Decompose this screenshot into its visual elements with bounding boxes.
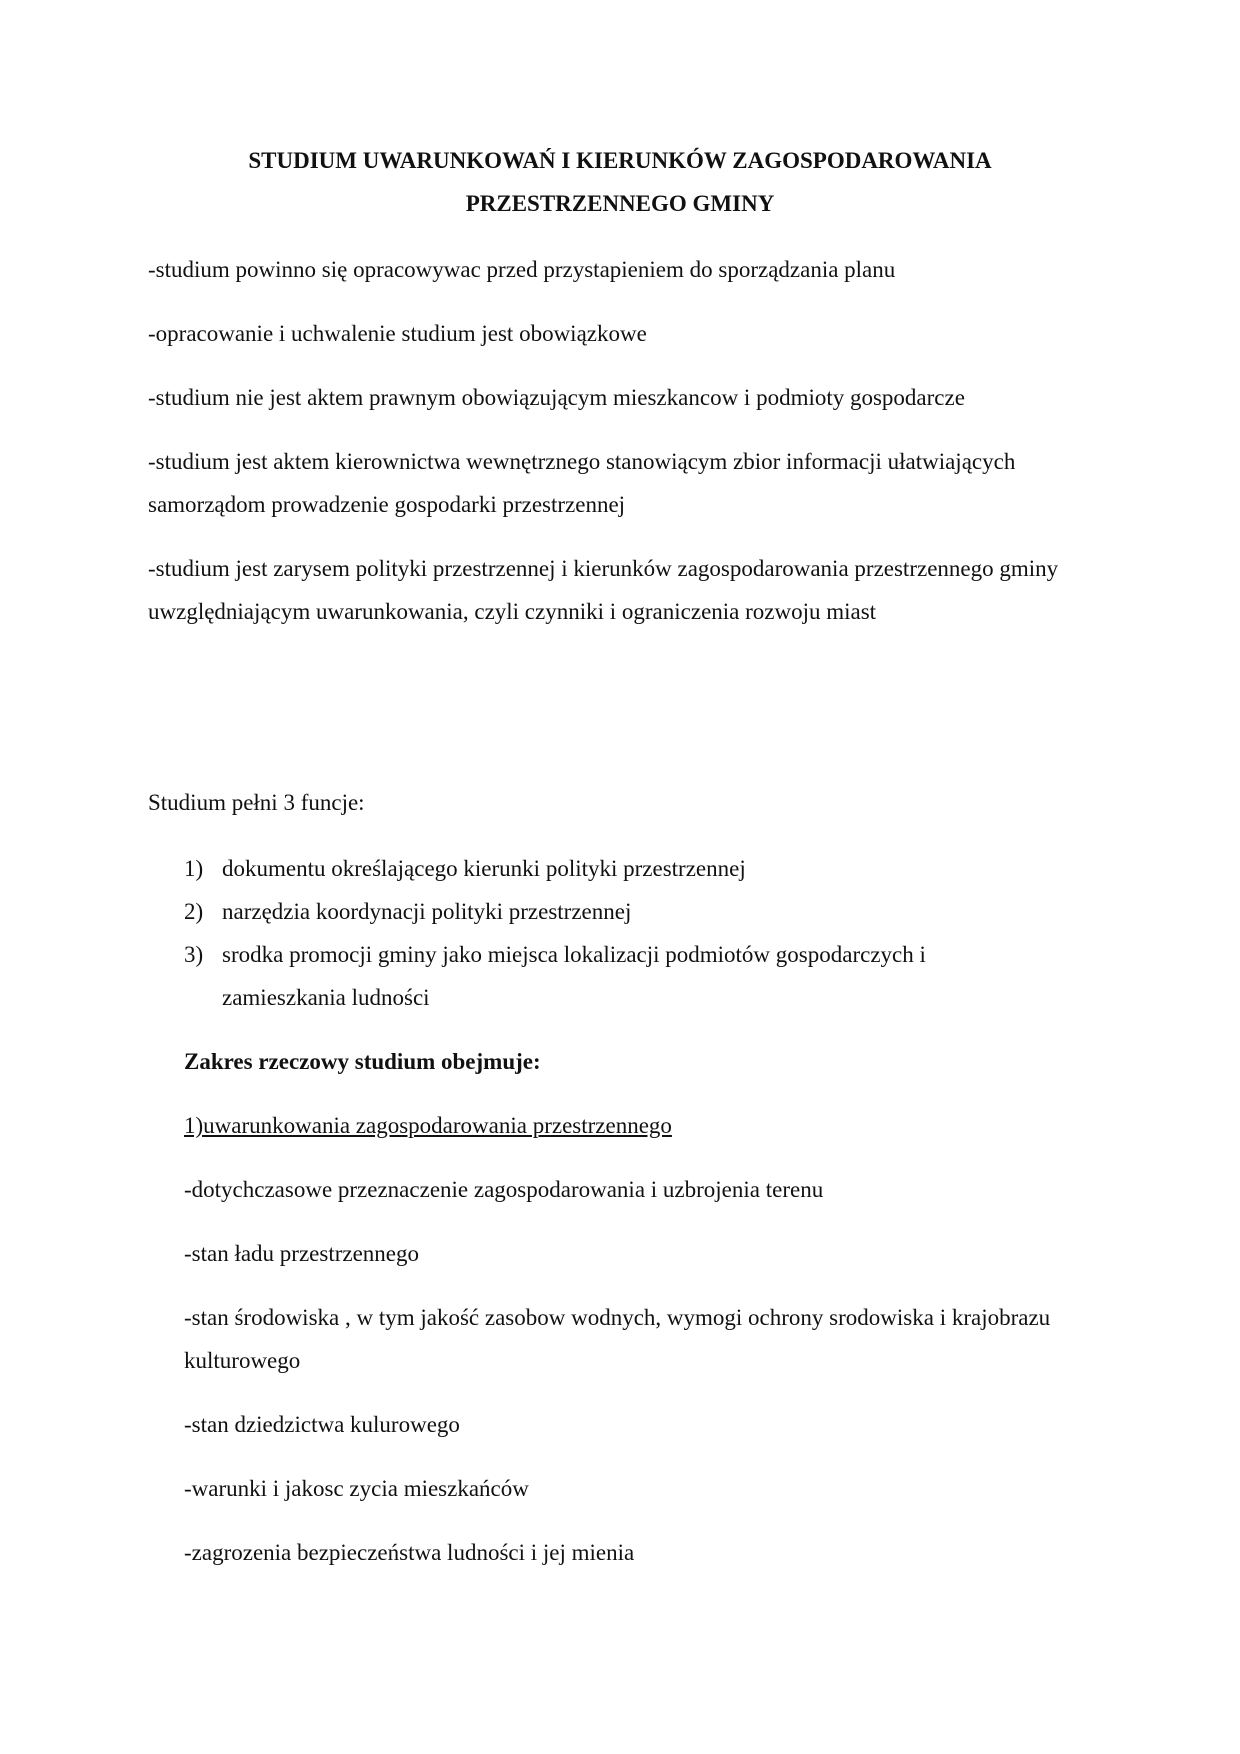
scope-item: -dotychczasowe przeznaczenie zagospodarowania i uzbrojenia terenu <box>184 1177 824 1202</box>
document-title-line-1: STUDIUM UWARUNKOWAŃ I KIERUNKÓW ZAGOSPODAROWANIA <box>248 148 992 173</box>
list-number: 2) <box>184 899 204 924</box>
functions-heading: Studium pełni 3 funcje: <box>148 790 365 815</box>
scope-item: -warunki i jakosc zycia mieszkańców <box>184 1476 529 1501</box>
document-title-line-2: PRZESTRZENNEGO GMINY <box>465 191 775 216</box>
scope-item: -stan dziedzictwa kulurowego <box>184 1412 460 1437</box>
intro-paragraph: -studium jest aktem kierownictwa wewnętrznego stanowiącym zbior informacji ułatwiających samorządom prowadzenie gospodarki przestrzennej <box>148 449 1016 517</box>
intro-paragraph: -studium jest zarysem polityki przestrzennej i kierunków zagospodarowania przestrzennego gminy uwzględniającym uwarunkowania, czyli czynniki i ograniczenia rozwoju miast <box>148 556 1059 624</box>
list-text: dokumentu określającego kierunki polityki przestrzennej <box>222 856 746 881</box>
list-text: srodka promocji gminy jako miejsca lokalizacji podmiotów gospodarczych i zamieszkania ludności <box>222 942 926 1010</box>
list-number: 3) <box>184 942 204 967</box>
intro-paragraph: -studium powinno się opracowywac przed przystapieniem do sporządzania planu <box>148 257 896 282</box>
intro-paragraph: -opracowanie i uchwalenie studium jest obowiązkowe <box>148 321 647 346</box>
list-number: 1) <box>184 856 204 881</box>
function-list-item <box>184 847 1044 890</box>
scope-subheading: 1)uwarunkowania zagospodarowania przestrzennego <box>184 1113 672 1138</box>
function-list-item <box>184 933 1044 1019</box>
intro-paragraph: -studium nie jest aktem prawnym obowiązującym mieszkancow i podmioty gospodarcze <box>148 385 965 410</box>
function-list-item <box>184 890 1044 933</box>
scope-heading: Zakres rzeczowy studium obejmuje: <box>184 1049 541 1074</box>
list-text: narzędzia koordynacji polityki przestrzennej <box>222 899 632 924</box>
scope-item: -stan środowiska , w tym jakość zasobow wodnych, wymogi ochrony srodowiska i krajobrazu kulturowego <box>184 1305 1051 1373</box>
scope-item: -zagrozenia bezpieczeństwa ludności i jej mienia <box>184 1540 635 1565</box>
scope-item: -stan ładu przestrzennego <box>184 1241 420 1266</box>
